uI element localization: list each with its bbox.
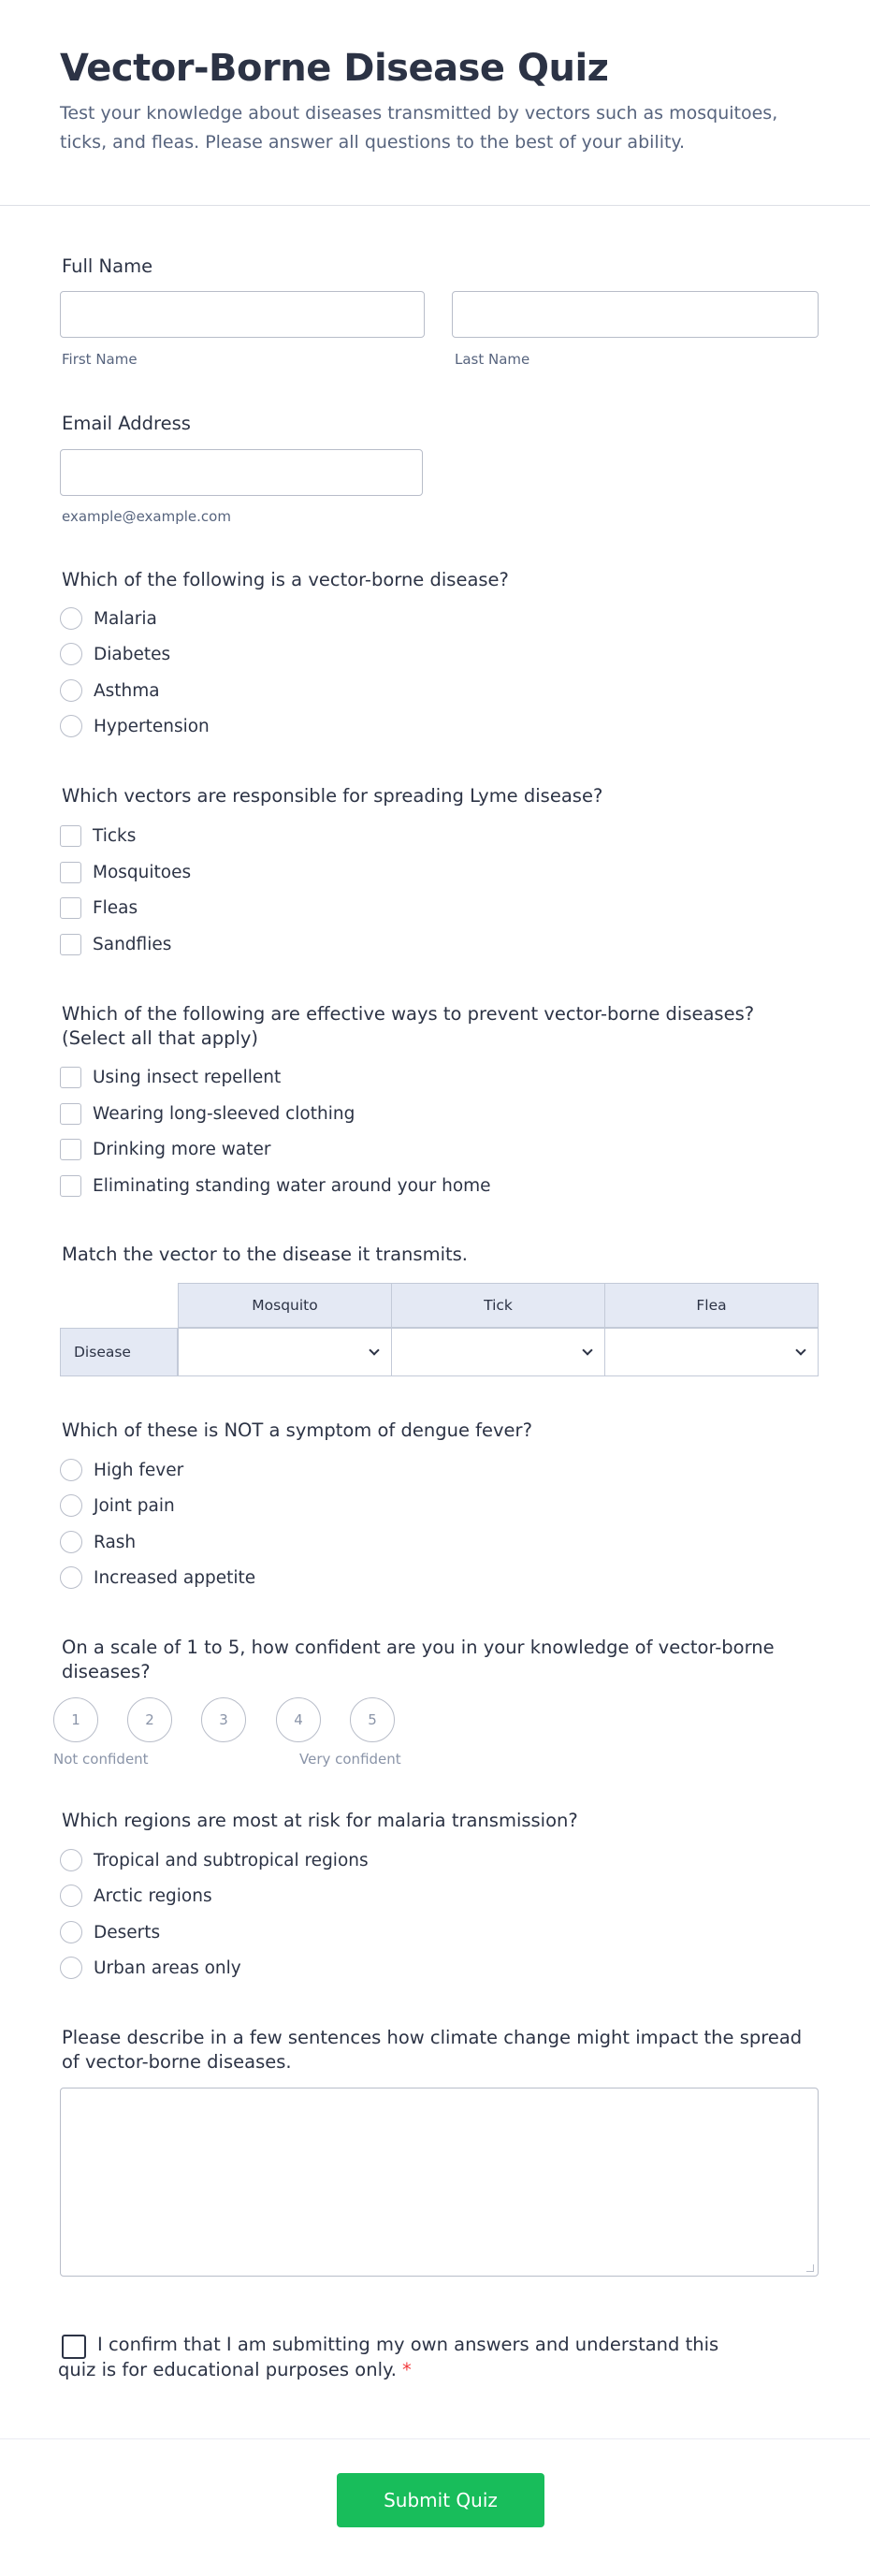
q5-option[interactable] (60, 1457, 183, 1483)
last-name-input[interactable] (452, 291, 819, 338)
q5-option[interactable] (60, 1565, 255, 1591)
checkbox[interactable] (60, 1067, 81, 1088)
last-name-sublabel: Last Name (455, 351, 530, 368)
q2-option[interactable] (60, 859, 191, 885)
radio-button[interactable] (60, 1531, 82, 1553)
option-label: Arctic regions (94, 1885, 212, 1906)
mosquito-disease-select[interactable] (178, 1328, 392, 1376)
q7-option[interactable] (60, 1919, 160, 1945)
flea-disease-select[interactable] (604, 1328, 819, 1376)
q8-label: Please describe in a few sentences how climate change might impact the spread of vector-borne diseases. (62, 2027, 803, 2073)
option-label: High fever (94, 1460, 184, 1480)
matrix-column-header: Mosquito (178, 1283, 392, 1328)
form-header (0, 0, 870, 206)
checkbox[interactable] (60, 825, 81, 847)
checkbox[interactable] (60, 934, 81, 955)
chevron-down-icon (369, 1345, 379, 1355)
checkbox[interactable] (60, 1103, 81, 1125)
checkbox[interactable] (60, 897, 81, 919)
q1-option[interactable] (60, 605, 157, 632)
radio-button[interactable] (60, 1957, 82, 1979)
option-label: Deserts (94, 1922, 161, 1943)
scale-option-4[interactable]: 4 (276, 1697, 321, 1742)
option-label: Diabetes (94, 644, 171, 664)
q1-option[interactable] (60, 641, 170, 667)
q3-option[interactable] (60, 1064, 281, 1090)
option-label: Fleas (93, 897, 138, 918)
footer-divider (0, 2438, 870, 2439)
matrix-row-label: Disease (60, 1328, 178, 1376)
q2-option[interactable] (60, 931, 171, 957)
first-name-sublabel: First Name (62, 351, 138, 368)
chevron-down-icon (795, 1345, 805, 1355)
q6-label: On a scale of 1 to 5, how confident are you in your knowledge of vector-borne diseases? (62, 1637, 775, 1682)
form-title: Vector-Borne Disease Quiz (60, 47, 609, 90)
q7-label: Which regions are most at risk for malaria transmission? (62, 1810, 578, 1831)
scale-min-caption: Not confident (53, 1751, 149, 1768)
q3-option[interactable] (60, 1172, 491, 1199)
q4-label: Match the vector to the disease it transmits. (62, 1244, 468, 1265)
q3-label: Which of the following are effective ways to prevent vector-borne diseases? (Select all that apply) (62, 1003, 755, 1049)
checkbox[interactable] (60, 1175, 81, 1197)
resize-handle-icon[interactable] (806, 2264, 814, 2272)
climate-answer-textarea[interactable] (60, 2088, 819, 2277)
option-label: Wearing long-sleeved clothing (93, 1103, 355, 1124)
scale-option-2[interactable]: 2 (127, 1697, 172, 1742)
chevron-down-icon (582, 1345, 592, 1355)
email-sublabel: example@example.com (62, 508, 231, 525)
option-label: Increased appetite (94, 1567, 256, 1588)
q3-option[interactable] (60, 1136, 270, 1162)
option-label: Mosquitoes (93, 862, 192, 882)
q1-option[interactable] (60, 677, 160, 704)
matrix-column-header: Flea (604, 1283, 819, 1328)
radio-button[interactable] (60, 643, 82, 665)
scale-option-5[interactable]: 5 (350, 1697, 395, 1742)
checkbox[interactable] (60, 1139, 81, 1160)
radio-button[interactable] (60, 607, 82, 630)
q5-label: Which of these is NOT a symptom of dengue fever? (62, 1419, 532, 1441)
radio-button[interactable] (60, 1459, 82, 1481)
option-label: Sandflies (93, 934, 172, 954)
q2-label: Which vectors are responsible for spreading Lyme disease? (62, 785, 603, 807)
q7-option[interactable] (60, 1847, 369, 1873)
option-label: Using insect repellent (93, 1067, 282, 1087)
option-label: Urban areas only (94, 1957, 241, 1978)
form-subtitle: Test your knowledge about diseases transmitted by vectors such as mosquitoes, ticks, and fleas. Please answer all questions to the best of your ability. (60, 103, 778, 153)
option-label: Joint pain (94, 1495, 175, 1516)
q7-option[interactable] (60, 1955, 241, 1981)
required-marker: * (401, 2359, 412, 2380)
confirm-label (58, 2332, 750, 2382)
email-input[interactable] (60, 449, 423, 496)
q2-option[interactable] (60, 895, 138, 921)
email-label: Email Address (62, 413, 191, 434)
confirm-label-text: I confirm that I am submitting my own answers and understand this quiz is for educational purposes only. (58, 2334, 719, 2380)
q7-option[interactable] (60, 1883, 212, 1909)
scale-max-caption: Very confident (299, 1751, 401, 1768)
option-label: Eliminating standing water around your home (93, 1175, 491, 1196)
radio-button[interactable] (60, 1849, 82, 1871)
checkbox[interactable] (60, 862, 81, 883)
option-label: Malaria (94, 608, 157, 629)
option-label: Rash (94, 1532, 137, 1552)
q3-option[interactable] (60, 1100, 355, 1127)
scale-option-3[interactable]: 3 (201, 1697, 246, 1742)
full-name-label: Full Name (62, 255, 153, 277)
option-label: Asthma (94, 680, 160, 701)
matrix-column-header: Tick (391, 1283, 605, 1328)
radio-button[interactable] (60, 679, 82, 702)
scale-option-1[interactable]: 1 (53, 1697, 98, 1742)
option-label: Ticks (93, 825, 137, 846)
q1-label: Which of the following is a vector-borne disease? (62, 569, 509, 590)
option-label: Drinking more water (93, 1139, 271, 1159)
q5-option[interactable] (60, 1492, 175, 1519)
submit-quiz-button[interactable]: Submit Quiz (337, 2473, 544, 2527)
first-name-input[interactable] (60, 291, 425, 338)
q5-option[interactable] (60, 1529, 136, 1555)
tick-disease-select[interactable] (391, 1328, 605, 1376)
radio-button[interactable] (60, 1494, 82, 1517)
radio-button[interactable] (60, 1885, 82, 1907)
option-label: Tropical and subtropical regions (94, 1850, 369, 1870)
radio-button[interactable] (60, 1921, 82, 1943)
q1-option[interactable] (60, 713, 210, 739)
option-label: Hypertension (94, 716, 210, 736)
radio-button[interactable] (60, 1566, 82, 1589)
q2-option[interactable] (60, 822, 136, 849)
radio-button[interactable] (60, 715, 82, 737)
